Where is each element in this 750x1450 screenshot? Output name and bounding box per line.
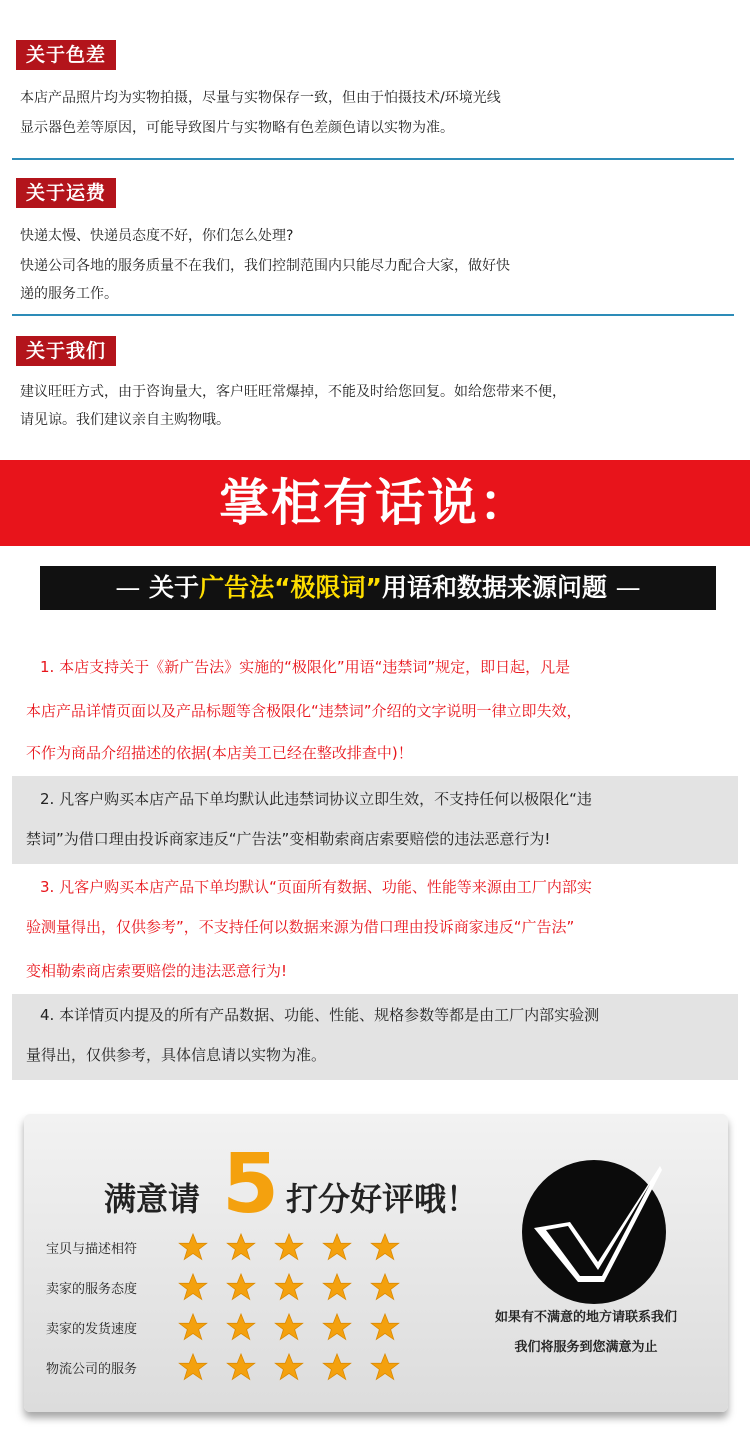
star-icon[interactable] (226, 1232, 256, 1262)
star-icon[interactable] (322, 1232, 352, 1262)
notice-line: 禁词”为借口理由投诉商家违反“广告法”变相勒索商店索要赔偿的违法恶意行为! (26, 830, 551, 848)
subtitle-highlight: 广告法“极限词” (199, 573, 382, 602)
rating-note-line: 如果有不满意的地方请联系我们 (494, 1310, 677, 1325)
notice-line: 2. 凡客户购买本店产品下单均默认此违禁词协议立即生效，不支持任何以极限化“违 (40, 790, 592, 808)
checkmark-circle-icon (520, 1158, 668, 1306)
section-divider (12, 158, 734, 160)
shopkeeper-banner: 掌柜有话说： (0, 460, 750, 546)
notice-line: 3. 凡客户购买本店产品下单均默认“页面所有数据、功能、性能等来源由工厂内部实 (40, 878, 592, 896)
ad-law-subtitle-bar (40, 566, 716, 610)
rating-number: 5 (222, 1137, 280, 1232)
rating-suffix: 打分好评哦！ (286, 1180, 479, 1218)
star-icon[interactable] (178, 1232, 208, 1262)
star-icon[interactable] (178, 1272, 208, 1302)
notice-paragraph-4 (12, 994, 738, 1080)
notice-line: 1. 本店支持关于《新广告法》实施的“极限化”用语“违禁词”规定，即日起，凡是 (40, 658, 571, 676)
star-icon[interactable] (178, 1352, 208, 1382)
rating-prefix: 满意请 (104, 1180, 201, 1218)
star-rating[interactable] (178, 1272, 428, 1302)
section-text-line: 快递太慢、快递员态度不好，你们怎么处理? (20, 228, 294, 244)
subtitle-dash-right: — (615, 573, 641, 602)
notice-line: 不作为商品介绍描述的依据(本店美工已经在整改排查中)！ (26, 744, 413, 762)
rating-row-label: 卖家的发货速度 (46, 1322, 138, 1337)
star-icon[interactable] (226, 1352, 256, 1382)
rating-row-label: 卖家的服务态度 (46, 1282, 138, 1297)
subtitle-dash-left: — (115, 573, 141, 602)
notice-line: 本店产品详情页面以及产品标题等含极限化“违禁词”介绍的文字说明一律立即失效， (26, 702, 582, 720)
star-icon[interactable] (322, 1312, 352, 1342)
notice-paragraph-3 (12, 866, 738, 992)
rating-row-label: 宝贝与描述相符 (46, 1242, 138, 1257)
section-text-line: 显示器色差等原因，可能导致图片与实物略有色差颜色请以实物为准。 (20, 120, 454, 136)
subtitle-text-before: 关于 (149, 573, 200, 602)
star-rating[interactable] (178, 1352, 428, 1382)
rating-note-line: 我们将服务到您满意为止 (514, 1340, 658, 1355)
notice-line: 验测量得出，仅供参考”，不支持任何以数据来源为借口理由投诉商家违反“广告法” (26, 918, 575, 936)
notice-line: 变相勒索商店索要赔偿的违法恶意行为! (26, 962, 288, 980)
section-text-line: 建议旺旺方式，由于咨询量大，客户旺旺常爆掉，不能及时给您回复。如给您带来不便， (20, 384, 566, 400)
star-icon[interactable] (274, 1272, 304, 1302)
star-icon[interactable] (178, 1312, 208, 1342)
star-icon[interactable] (274, 1232, 304, 1262)
star-rating[interactable] (178, 1312, 428, 1342)
star-icon[interactable] (274, 1352, 304, 1382)
star-icon[interactable] (226, 1272, 256, 1302)
notice-line: 4. 本详情页内提及的所有产品数据、功能、性能、规格参数等都是由工厂内部实验测 (40, 1006, 600, 1024)
section-text-line: 本店产品照片均为实物拍摄，尽量与实物保存一致，但由于怕摄技术/环境光线 (20, 90, 501, 106)
notice-paragraph-2 (12, 776, 738, 864)
notice-paragraph-1 (12, 642, 738, 774)
rating-card (24, 1114, 728, 1412)
star-icon[interactable] (226, 1312, 256, 1342)
section-divider (12, 314, 734, 316)
star-rating[interactable] (178, 1232, 428, 1262)
star-icon[interactable] (322, 1272, 352, 1302)
section-text-line: 请见谅。我们建议亲自主购物哦。 (20, 412, 230, 428)
star-icon[interactable] (274, 1312, 304, 1342)
star-icon[interactable] (370, 1312, 400, 1342)
notice-line: 量得出，仅供参考，具体信息请以实物为准。 (26, 1046, 327, 1064)
section-title: 关于色差 (16, 40, 116, 70)
section-text-line: 递的服务工作。 (20, 286, 118, 302)
star-icon[interactable] (370, 1352, 400, 1382)
section-title: 关于运费 (16, 178, 116, 208)
star-icon[interactable] (370, 1272, 400, 1302)
section-text-line: 快递公司各地的服务质量不在我们，我们控制范围内只能尽力配合大家，做好快 (20, 258, 510, 274)
section-title: 关于我们 (16, 336, 116, 366)
star-icon[interactable] (370, 1232, 400, 1262)
rating-row-label: 物流公司的服务 (46, 1362, 138, 1377)
subtitle-text-after: 用语和数据来源问题 (381, 573, 607, 602)
star-icon[interactable] (322, 1352, 352, 1382)
